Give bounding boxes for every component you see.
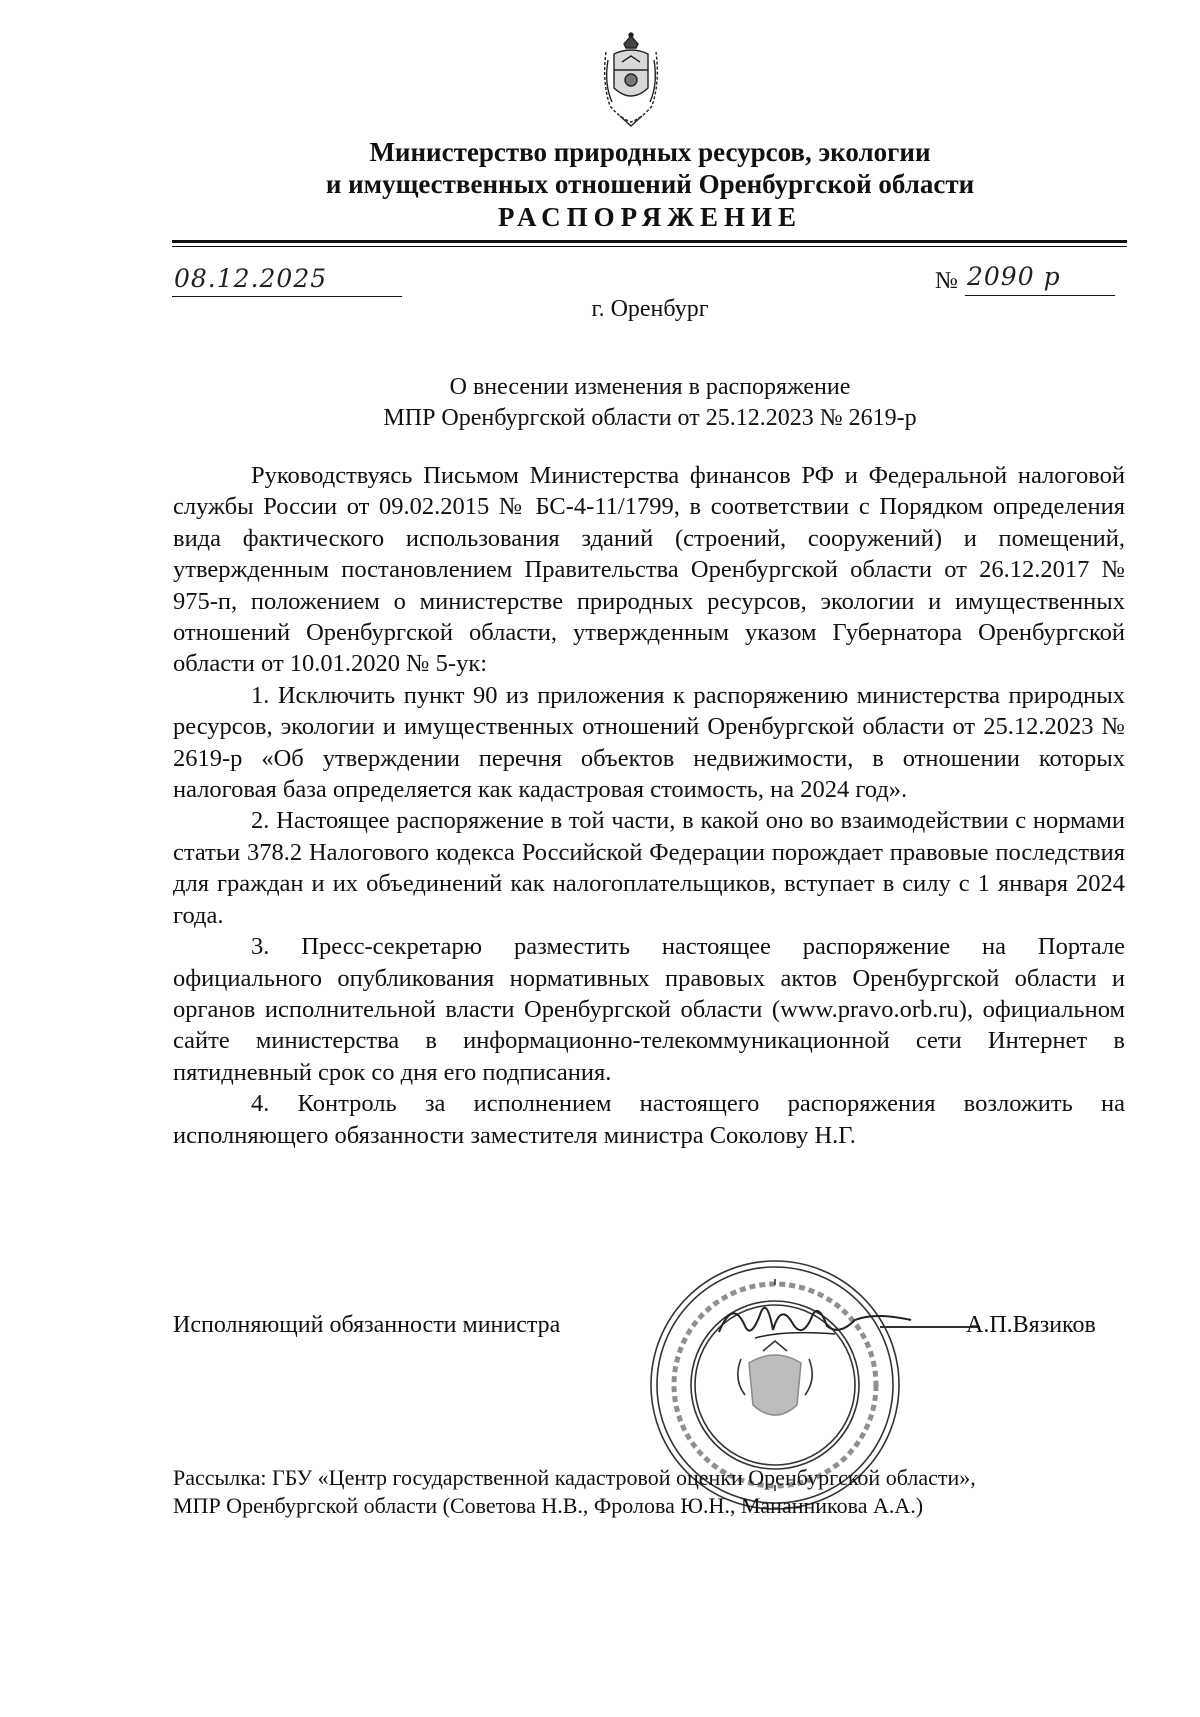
- header-divider-thick: [172, 240, 1127, 243]
- signature-stroke: [880, 1326, 980, 1328]
- subject-line-1: О внесении изменения в распоряжение: [449, 374, 851, 400]
- handwritten-signature-icon: [715, 1290, 915, 1350]
- document-number-field: [935, 262, 1115, 296]
- preamble-paragraph: Руководствуясь Письмом Министерства финансов РФ и Федеральной налоговой службы России от 09.02.2015 № БС-4-11/1799, в соответствии с Порядком определения вида фактического использования зданий (строений, сооружений) и помещений, утвержденным постановлением Правительства Оренбургской области от 26.12.2017 № 975-п, положением о министерстве природных ресурсов, экологии и имущественных отношений Оренбургской области, утвержденным указом Губернатора Оренбургской области от 10.01.2020 № 5-ук:: [173, 462, 1125, 678]
- distribution-list: [173, 1464, 1125, 1520]
- ministry-name: [0, 136, 1200, 200]
- item-paragraph: 2. Настоящее распоряжение в той части, в какой оно во взаимодействии с нормами статьи 378.2 Налогового кодекса Российской Федерации порождает правовые последствия для граждан и их объединений как налогоплательщиков, вступает в силу с 1 января 2024 года.: [173, 807, 1125, 929]
- handwritten-number: 2090 р: [967, 262, 1061, 291]
- city: г. Оренбург: [591, 296, 709, 322]
- subject-line-2: МПР Оренбургской области от 25.12.2023 № 2619-р: [383, 405, 917, 431]
- distribution-line-2: МПР Оренбургской области (Советова Н.В., Фролова Ю.Н., Мананникова А.А.): [173, 1493, 924, 1518]
- number-line: [965, 262, 1115, 296]
- ministry-line-2: и имущественных отношений Оренбургской области: [325, 169, 975, 199]
- distribution-line-1: Рассылка: ГБУ «Центр государственной кадастровой оценки Оренбургской области»,: [173, 1465, 976, 1490]
- document-subject: [0, 372, 1200, 434]
- item-paragraph: 1. Исключить пункт 90 из приложения к распоряжению министерства природных ресурсов, экологии и имущественных отношений Оренбургской области от 25.12.2023 № 2619-р «Об утверждении перечня объектов недвижимости, в отношении которых налоговая база определяется как кадастровая стоимость, на 2024 год».: [173, 681, 1125, 804]
- number-sign: №: [935, 268, 958, 294]
- signatory-title: Исполняющий обязанности министра: [173, 1312, 561, 1338]
- document-body: [173, 460, 1125, 1151]
- handwritten-date: 08.12.2025: [174, 264, 328, 293]
- item-paragraph: 3. Пресс-секретарю разместить настоящее распоряжение на Портале официального опубликования нормативных правовых актов Оренбургской области и органов исполнительной власти Оренбургской области (www.pravo.orb.ru), официальном сайте министерства в информационно-телекоммуникационной сети Интернет в пятидневный срок со дня его подписания.: [173, 933, 1125, 1086]
- date-field: [172, 262, 402, 297]
- document-type-title: РАСПОРЯЖЕНИЕ: [497, 202, 803, 232]
- signatory-name: А.П.Вязиков: [966, 1312, 1096, 1338]
- header-divider-thin: [172, 246, 1127, 247]
- oblast-coat-of-arms-icon: [600, 32, 662, 130]
- ministry-line-1: Министерство природных ресурсов, экологии: [369, 137, 931, 167]
- item-paragraph: 4. Контроль за исполнением настоящего распоряжения возложить на исполняющего обязанности заместителя министра Соколову Н.Г.: [173, 1090, 1125, 1149]
